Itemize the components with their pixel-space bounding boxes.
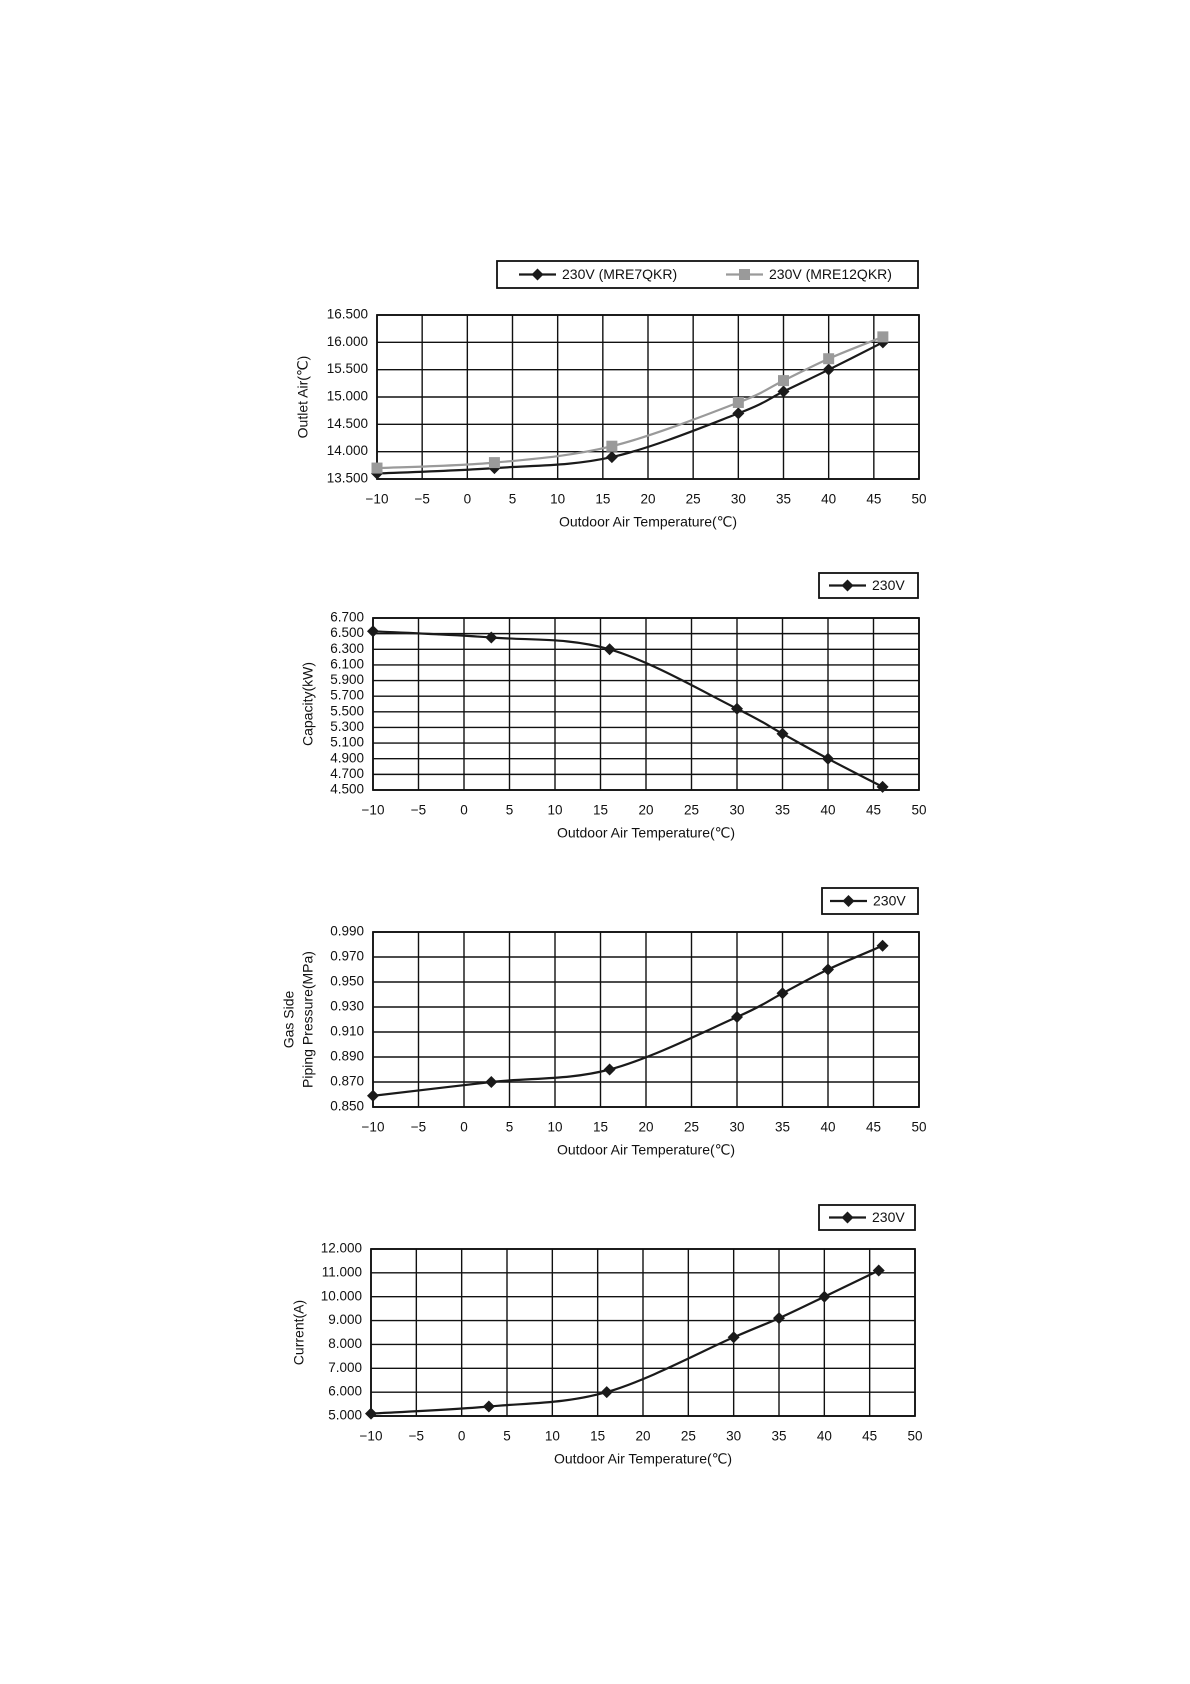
x-tick-label: 25 xyxy=(685,491,701,507)
x-tick-label: 30 xyxy=(730,491,746,507)
y-tick-label: 14.000 xyxy=(326,443,368,459)
x-tick-label: −5 xyxy=(414,491,430,507)
y-tick-label: 6.300 xyxy=(330,640,364,656)
x-tick-label: 40 xyxy=(820,802,836,818)
x-tick-label: 25 xyxy=(680,1428,696,1444)
x-axis-label: Outdoor Air Temperature(℃) xyxy=(556,824,736,841)
legend xyxy=(822,888,918,914)
y-tick-label: 9.000 xyxy=(328,1312,362,1328)
y-tick-label: 11.000 xyxy=(321,1264,362,1280)
series-2-point xyxy=(778,375,789,386)
x-tick-label: −10 xyxy=(365,491,389,507)
y-tick-label: 0.930 xyxy=(330,998,364,1014)
x-tick-label: 0 xyxy=(460,1119,468,1135)
y-tick-label: 6.000 xyxy=(328,1383,362,1399)
x-tick-label: 15 xyxy=(595,491,611,507)
y-tick-label: 0.910 xyxy=(330,1023,364,1039)
chart-2 xyxy=(300,573,927,841)
x-tick-label: 50 xyxy=(911,491,927,507)
x-tick-label: 30 xyxy=(729,802,745,818)
y-tick-label: 10.000 xyxy=(320,1288,362,1304)
x-tick-label: 35 xyxy=(774,1119,791,1135)
x-tick-label: 35 xyxy=(775,491,792,507)
x-axis-label: Outdoor Air Temperature(℃) xyxy=(553,1450,733,1467)
x-tick-label: 40 xyxy=(821,491,837,507)
y-tick-label: 5.700 xyxy=(330,687,364,703)
y-axis-label: Gas Side xyxy=(280,990,297,1049)
y-tick-label: 4.500 xyxy=(330,781,364,797)
x-tick-label: 10 xyxy=(550,491,566,507)
x-tick-label: 40 xyxy=(820,1119,836,1135)
x-tick-label: 0 xyxy=(460,802,468,818)
y-tick-label: 5.100 xyxy=(330,734,364,750)
chart-4 xyxy=(291,1205,923,1467)
x-tick-label: 20 xyxy=(640,491,656,507)
series-2-point xyxy=(606,441,617,452)
series-2-point xyxy=(823,353,834,364)
y-tick-label: 0.970 xyxy=(330,948,364,964)
y-tick-label: 6.500 xyxy=(330,625,364,641)
series-2-point xyxy=(733,397,744,408)
y-tick-label: 15.500 xyxy=(326,361,368,377)
x-tick-label: 30 xyxy=(726,1428,742,1444)
x-tick-label: 15 xyxy=(592,802,609,818)
legend xyxy=(819,573,918,598)
y-tick-label: 6.700 xyxy=(330,609,364,625)
x-tick-label: 45 xyxy=(865,1119,882,1135)
x-tick-label: 40 xyxy=(816,1428,832,1444)
x-tick-label: 35 xyxy=(771,1428,787,1444)
x-tick-label: 30 xyxy=(729,1119,745,1135)
y-tick-label: 8.000 xyxy=(328,1335,362,1351)
series-2-point xyxy=(877,331,888,342)
legend xyxy=(497,261,918,288)
x-tick-label: 50 xyxy=(911,802,927,818)
series-2-point xyxy=(489,457,500,468)
x-tick-label: −5 xyxy=(410,1119,427,1135)
x-tick-label: −5 xyxy=(410,802,427,818)
x-tick-label: 20 xyxy=(638,802,654,818)
y-tick-label: 15.000 xyxy=(326,388,368,404)
legend-label: 230V (MRE7QKR) xyxy=(562,266,678,283)
x-axis-label: Outdoor Air Temperature(℃) xyxy=(556,1141,736,1158)
y-tick-label: 0.890 xyxy=(330,1048,364,1064)
y-tick-label: 7.000 xyxy=(328,1359,362,1375)
y-tick-label: 5.000 xyxy=(328,1407,362,1423)
y-tick-label: 16.000 xyxy=(326,333,368,349)
legend-label: 230V xyxy=(872,577,905,594)
x-tick-label: 45 xyxy=(865,802,882,818)
legend-marker xyxy=(739,269,750,280)
y-tick-label: 4.700 xyxy=(330,765,364,781)
y-tick-label: 4.900 xyxy=(330,750,364,766)
x-tick-label: 35 xyxy=(774,802,791,818)
x-tick-label: 15 xyxy=(592,1119,609,1135)
x-tick-label: 0 xyxy=(463,491,472,507)
x-tick-label: −10 xyxy=(361,1119,385,1135)
legend-label: 230V xyxy=(873,892,906,909)
x-tick-label: −10 xyxy=(361,802,385,818)
y-axis-label: Capacity(kW) xyxy=(299,661,316,747)
chart-1 xyxy=(295,261,927,530)
y-tick-label: 5.500 xyxy=(330,703,364,719)
x-tick-label: 20 xyxy=(635,1428,651,1444)
x-tick-label: 20 xyxy=(638,1119,654,1135)
y-tick-label: 16.500 xyxy=(326,306,368,322)
chart-3 xyxy=(281,888,927,1158)
x-axis-label: Outdoor Air Temperature(℃) xyxy=(558,513,738,530)
x-tick-label: −5 xyxy=(408,1428,425,1444)
x-tick-label: 5 xyxy=(508,491,517,507)
legend xyxy=(819,1205,915,1230)
x-tick-label: 0 xyxy=(457,1428,466,1444)
x-tick-label: 5 xyxy=(505,1119,514,1135)
y-tick-label: 12.000 xyxy=(320,1240,362,1256)
y-tick-label: 5.300 xyxy=(330,719,364,735)
x-tick-label: 10 xyxy=(547,1119,563,1135)
series-2-point xyxy=(372,463,383,474)
y-axis-label: Outlet Air(℃) xyxy=(294,355,311,439)
x-tick-label: 15 xyxy=(590,1428,606,1444)
x-tick-label: −10 xyxy=(359,1428,383,1444)
legend-label: 230V xyxy=(872,1209,905,1226)
x-tick-label: 45 xyxy=(862,1428,878,1444)
x-tick-label: 25 xyxy=(683,802,700,818)
legend-label: 230V (MRE12QKR) xyxy=(769,266,892,283)
y-tick-label: 5.900 xyxy=(330,672,364,688)
y-tick-label: 0.990 xyxy=(330,923,364,939)
x-tick-label: 50 xyxy=(907,1428,923,1444)
y-axis-label: Current(A) xyxy=(290,1299,307,1366)
y-axis-label: Piping Pressure(MPa) xyxy=(299,951,316,1088)
x-tick-label: 50 xyxy=(911,1119,927,1135)
x-tick-label: 5 xyxy=(505,802,514,818)
y-tick-label: 14.500 xyxy=(326,415,368,431)
x-tick-label: 25 xyxy=(683,1119,700,1135)
x-tick-label: 10 xyxy=(544,1428,560,1444)
x-tick-label: 10 xyxy=(547,802,563,818)
y-tick-label: 0.950 xyxy=(330,973,364,989)
x-tick-label: 45 xyxy=(866,491,882,507)
y-tick-label: 13.500 xyxy=(326,470,368,486)
x-tick-label: 5 xyxy=(503,1428,511,1444)
y-tick-label: 6.100 xyxy=(330,656,364,672)
y-tick-label: 0.870 xyxy=(330,1073,364,1089)
y-tick-label: 0.850 xyxy=(330,1098,364,1114)
